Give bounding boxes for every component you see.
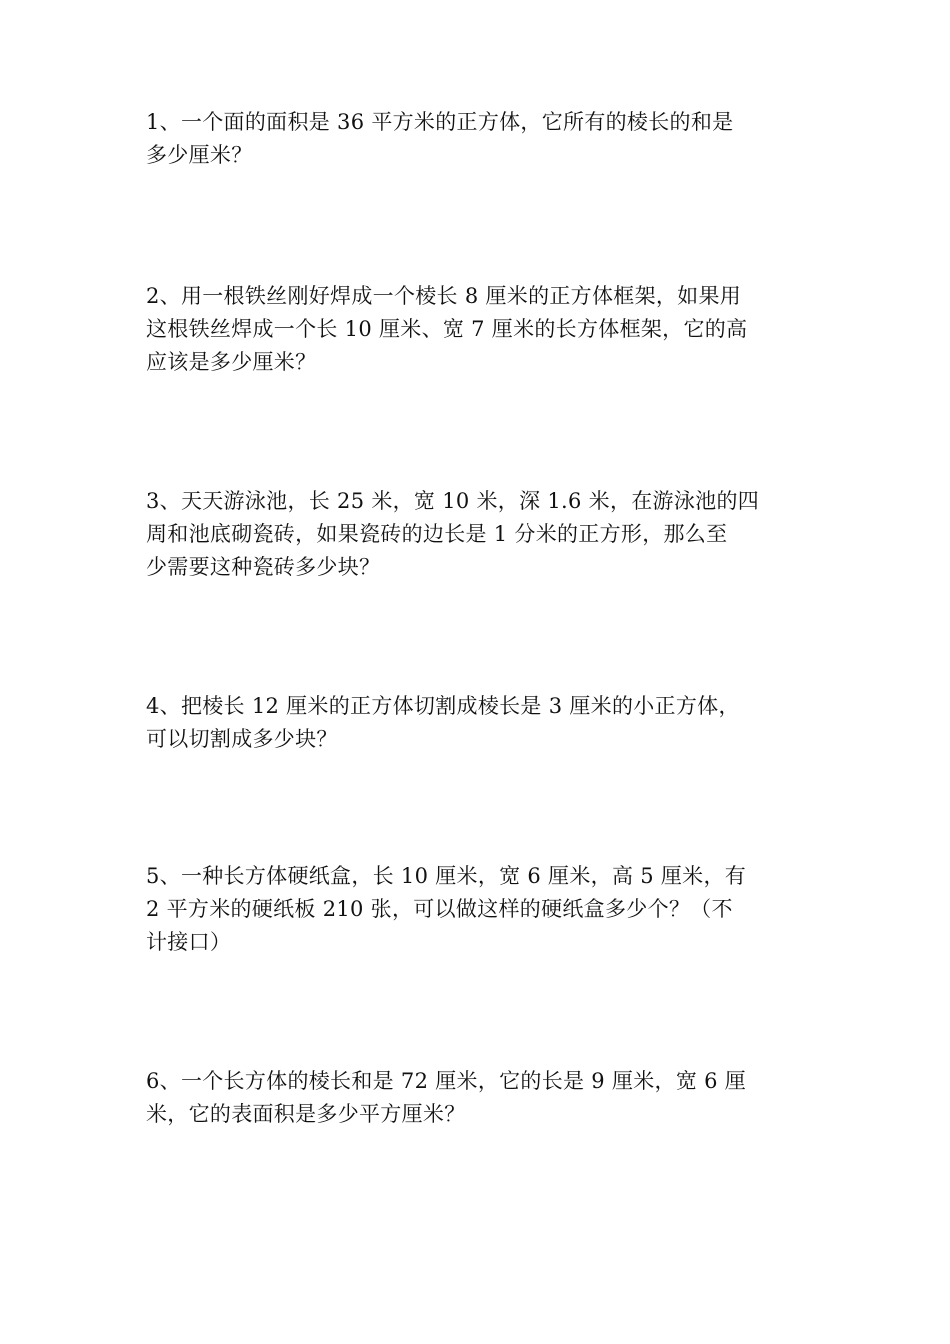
problem-2-line-3: 应该是多少厘米？ [146, 350, 317, 374]
problem-6 [146, 1065, 806, 1131]
problem-1 [146, 106, 806, 172]
problem-5-line-2: 2 平方米的硬纸板 210 张，可以做这样的硬纸盒多少个？（不 [146, 897, 733, 921]
problem-1-line-2: 多少厘米？ [146, 143, 253, 167]
problem-5-line-1: 5、一种长方体硬纸盒，长 10 厘米，宽 6 厘米，高 5 厘米，有 [146, 864, 747, 888]
problem-3-line-3: 少需要这种瓷砖多少块？ [146, 555, 381, 579]
problem-4-line-2: 可以切割成多少块？ [146, 727, 338, 751]
problem-4-line-1: 4、把棱长 12 厘米的正方体切割成棱长是 3 厘米的小正方体， [146, 694, 740, 718]
problem-4 [146, 690, 806, 756]
problem-3 [146, 485, 806, 584]
problem-2 [146, 280, 806, 379]
problem-6-line-1: 6、一个长方体的棱长和是 72 厘米，它的长是 9 厘米，宽 6 厘 [146, 1069, 747, 1093]
problem-2-line-2: 这根铁丝焊成一个长 10 厘米、宽 7 厘米的长方体框架，它的高 [146, 317, 748, 341]
problem-3-line-2: 周和池底砌瓷砖，如果瓷砖的边长是 1 分米的正方形，那么至 [146, 522, 728, 546]
problem-1-line-1: 1、一个面的面积是 36 平方米的正方体，它所有的棱长的和是 [146, 110, 734, 134]
problem-5-line-3: 计接口） [146, 930, 232, 954]
problem-2-line-1: 2、用一根铁丝刚好焊成一个棱长 8 厘米的正方体框架，如果用 [146, 284, 742, 308]
problem-3-line-1: 3、天天游泳池，长 25 米，宽 10 米，深 1.6 米，在游泳池的四 [146, 489, 760, 513]
problem-5 [146, 860, 806, 959]
problem-6-line-2: 米，它的表面积是多少平方厘米？ [146, 1102, 466, 1126]
